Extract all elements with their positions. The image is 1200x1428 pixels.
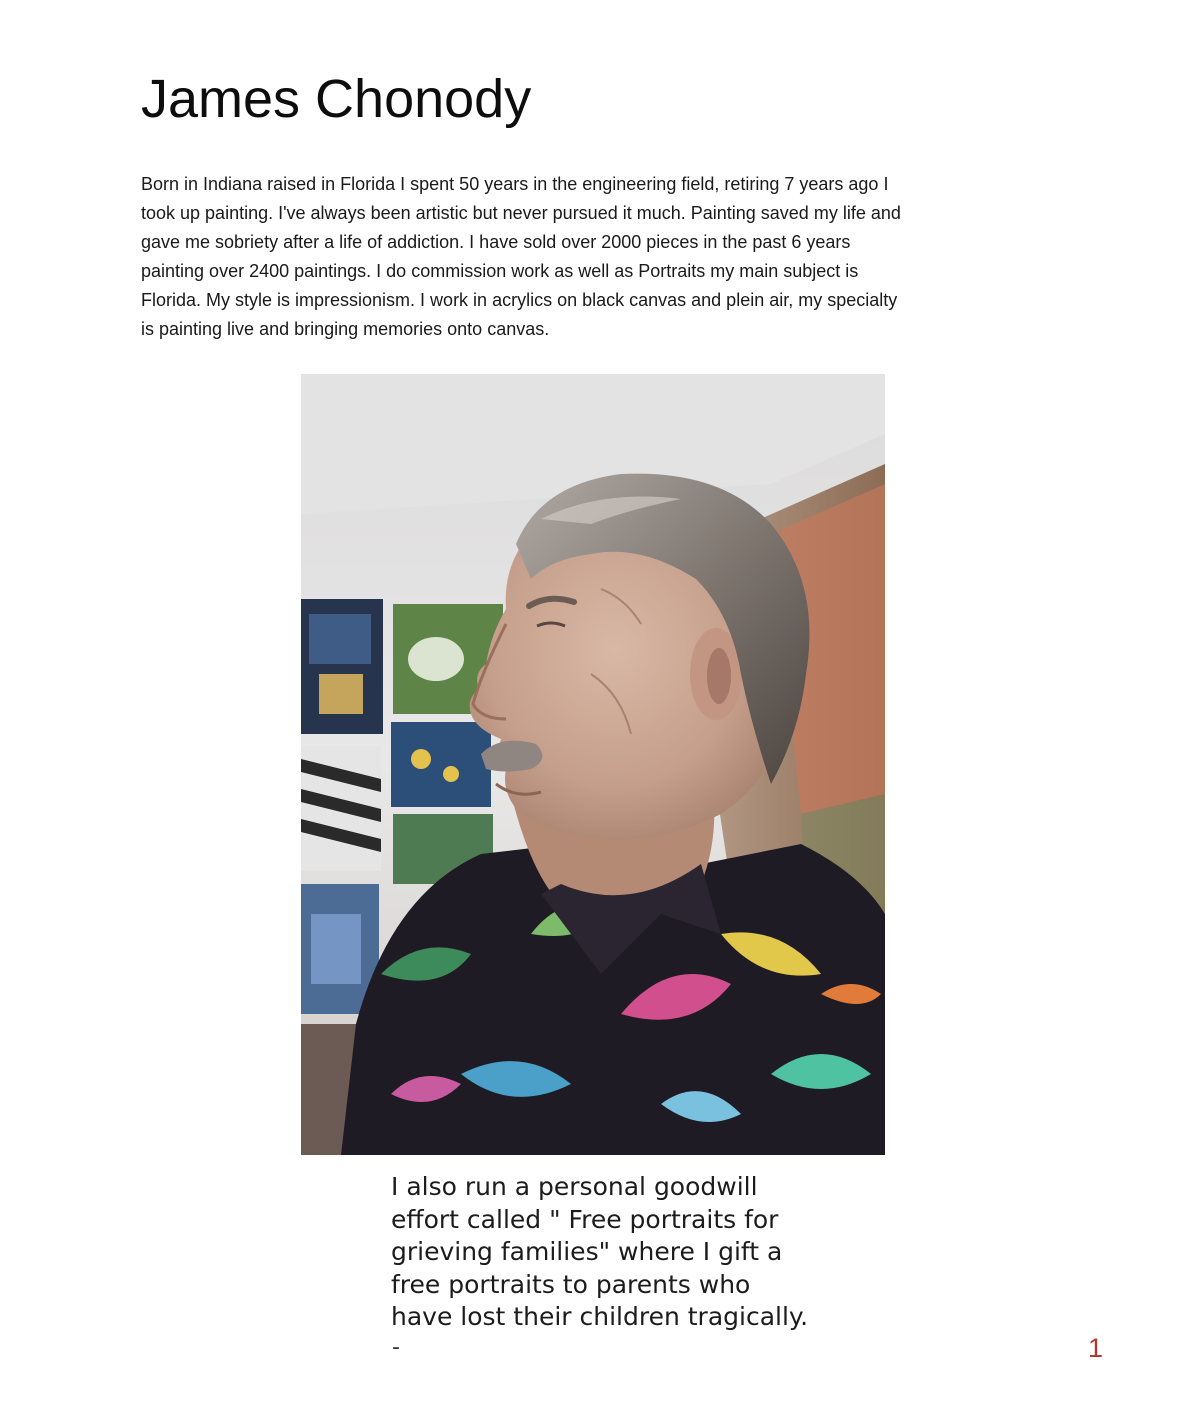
portrait-illustration <box>301 374 885 1155</box>
goodwill-line: have lost their children tragically. <box>391 1302 809 1331</box>
goodwill-line: grieving families" where I gift a <box>391 1237 783 1266</box>
goodwill-line: I also run a personal goodwill <box>391 1172 758 1201</box>
goodwill-paragraph <box>391 1171 911 1334</box>
goodwill-line: free portraits to parents who <box>391 1269 751 1299</box>
bio-line: Florida. My style is impressionism. I work in acrylics on black canvas and plein air, my specialty <box>141 290 898 310</box>
bio-line: took up painting. I've always been artistic but never pursued it much. Painting saved my life and <box>141 203 901 223</box>
bio-line: is painting live and bringing memories onto canvas. <box>141 319 550 339</box>
bio-paragraph <box>141 170 1056 344</box>
artist-portrait-photo <box>301 374 885 1155</box>
bio-line: gave me sobriety after a life of addiction. I have sold over 2000 pieces in the past 6 years <box>141 232 851 252</box>
page-number: 1 <box>1088 1333 1104 1363</box>
wall-painting <box>391 722 491 807</box>
goodwill-line: effort called " Free portraits for <box>391 1204 779 1234</box>
page-title: James Chonody <box>141 69 532 129</box>
bio-line: Born in Indiana raised in Florida I spent 50 years in the engineering field, retiring 7 years ago I <box>141 174 889 194</box>
trailing-dash: - <box>392 1335 400 1360</box>
bio-line: painting over 2400 paintings. I do commission work as well as Portraits my main subject is <box>141 261 859 281</box>
